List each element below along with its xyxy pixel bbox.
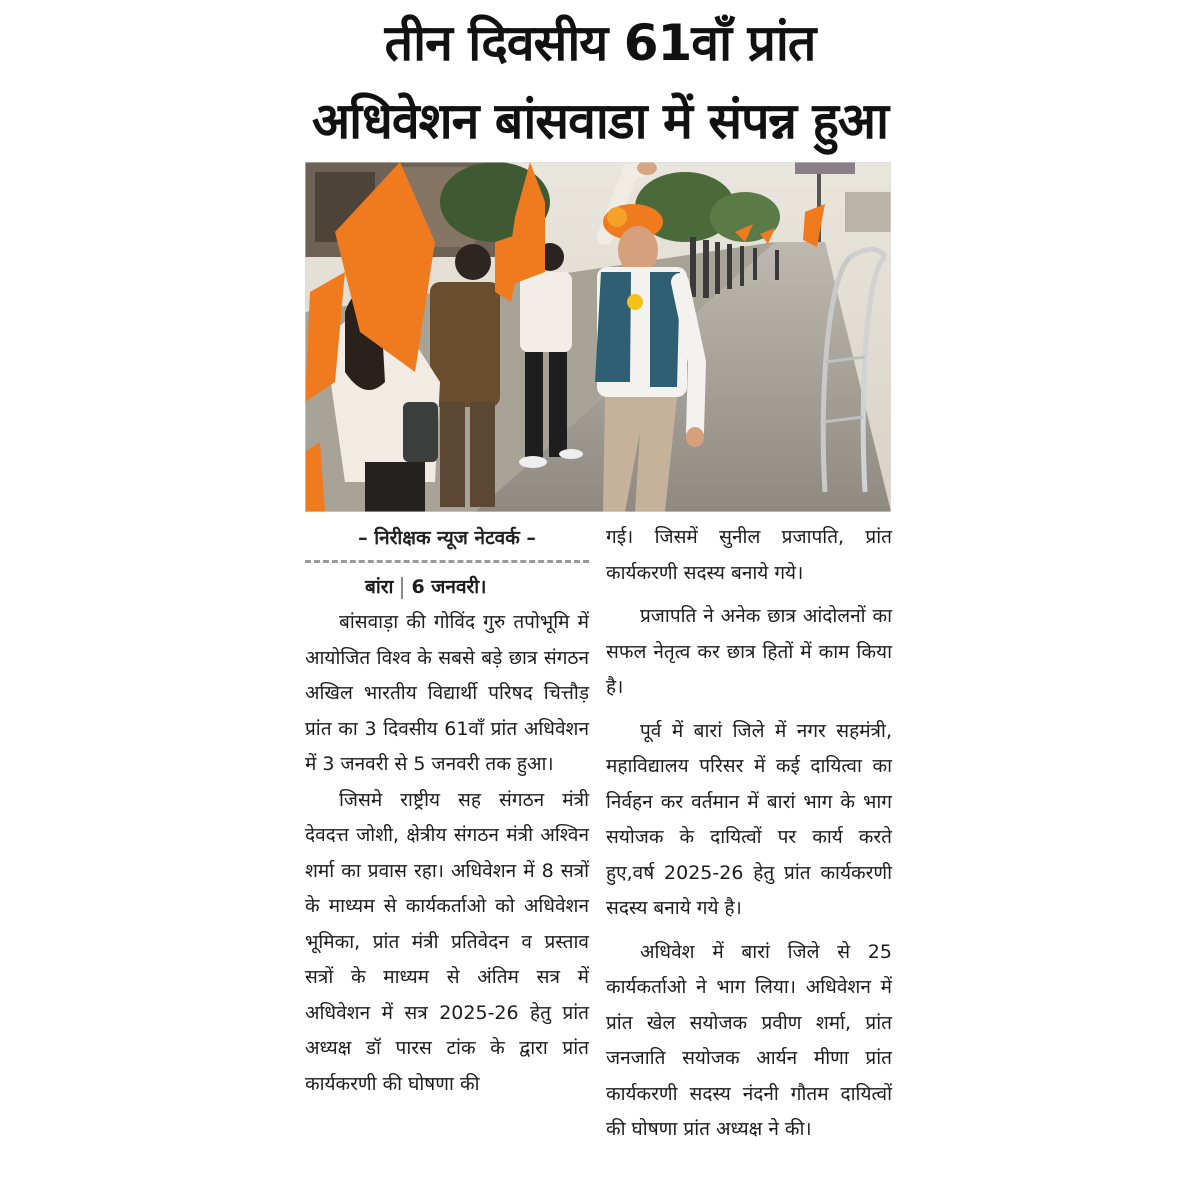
news-photo <box>305 162 891 512</box>
dateline-separator <box>401 577 403 599</box>
right-paragraph-1: गई। जिसमें सुनील प्रजापति, प्रांत कार्यकरणी सदस्य बनाये गये। <box>606 526 892 584</box>
right-column <box>606 520 892 1148</box>
left-paragraph-1: बांसवाड़ा की गोविंद गुरु तपोभूमि में आयोजित विश्व के सबसे बड़े छात्र संगठन अखिल भारतीय विद्यार्थी परिषद चित्तौड़ प्रांत का 3 दिवसीय 61वाँ प्रांत अधिवेशन में 3 जनवरी से 5 जनवरी तक हुआ। <box>305 611 589 775</box>
left-column <box>305 520 589 1102</box>
left-paragraph-2: जिसमे राष्ट्रीय सह संगठन मंत्री देवदत्त जोशी, क्षेत्रीय संगठन मंत्री अश्विन शर्मा का प्रवास रहा। अधिवेशन में 8 सत्रों के माध्यम से कार्यकर्ताओ को अधिवेशन भूमिका, प्रांत मंत्री प्रतिवेदन व प्रस्ताव सत्रों के माध्यम से अंतिम सत्र में अधिवेशन में सत्र 2025-26 हेतु प्रांत अध्यक्ष डॉ पारस टांक के द्वारा प्रांत कार्यकरणी की घोषणा की <box>305 788 589 1095</box>
right-paragraph-2: प्रजापति ने अनेक छात्र आंदोलनों का सफल नेतृत्व कर छात्र हितों में काम किया है। <box>606 605 892 698</box>
right-paragraph-4: अधिवेश में बारां जिले से 25 कार्यकर्ताओ ने भाग लिया। अधिवेशन में प्रांत खेल सयोजक प्रवीण शर्मा, प्रांत जनजाति सयोजक आर्यन मीणा प्रांत कार्यकरणी सदस्य नंदनी गौतम दायित्वों की घोषणा प्रांत अध्यक्ष ने की। <box>606 940 892 1140</box>
headline-line-2: अधिवेशन बांसवाडा में संपन्न हुआ <box>311 92 889 150</box>
dateline-date: 6 जनवरी। <box>411 576 487 598</box>
dateline <box>305 569 589 605</box>
headline-line-1: तीन दिवसीय 61वाँ प्रांत <box>384 14 816 72</box>
dashed-divider <box>305 560 589 563</box>
right-paragraph-3: पूर्व में बारां जिले में नगर सहमंत्री, महाविद्यालय परिसर में कई दायित्वा का निर्वहन कर वर्तमान में बारां भाग के भाग सयोजक के दायित्वों पर कार्य करते हुए,वर्ष 2025-26 हेतु प्रांत कार्यकरणी सदस्य बनाये गये है। <box>606 719 892 919</box>
byline: – निरीक्षक न्यूज नेटवर्क – <box>358 527 536 549</box>
dateline-place: बांरा <box>365 576 394 598</box>
